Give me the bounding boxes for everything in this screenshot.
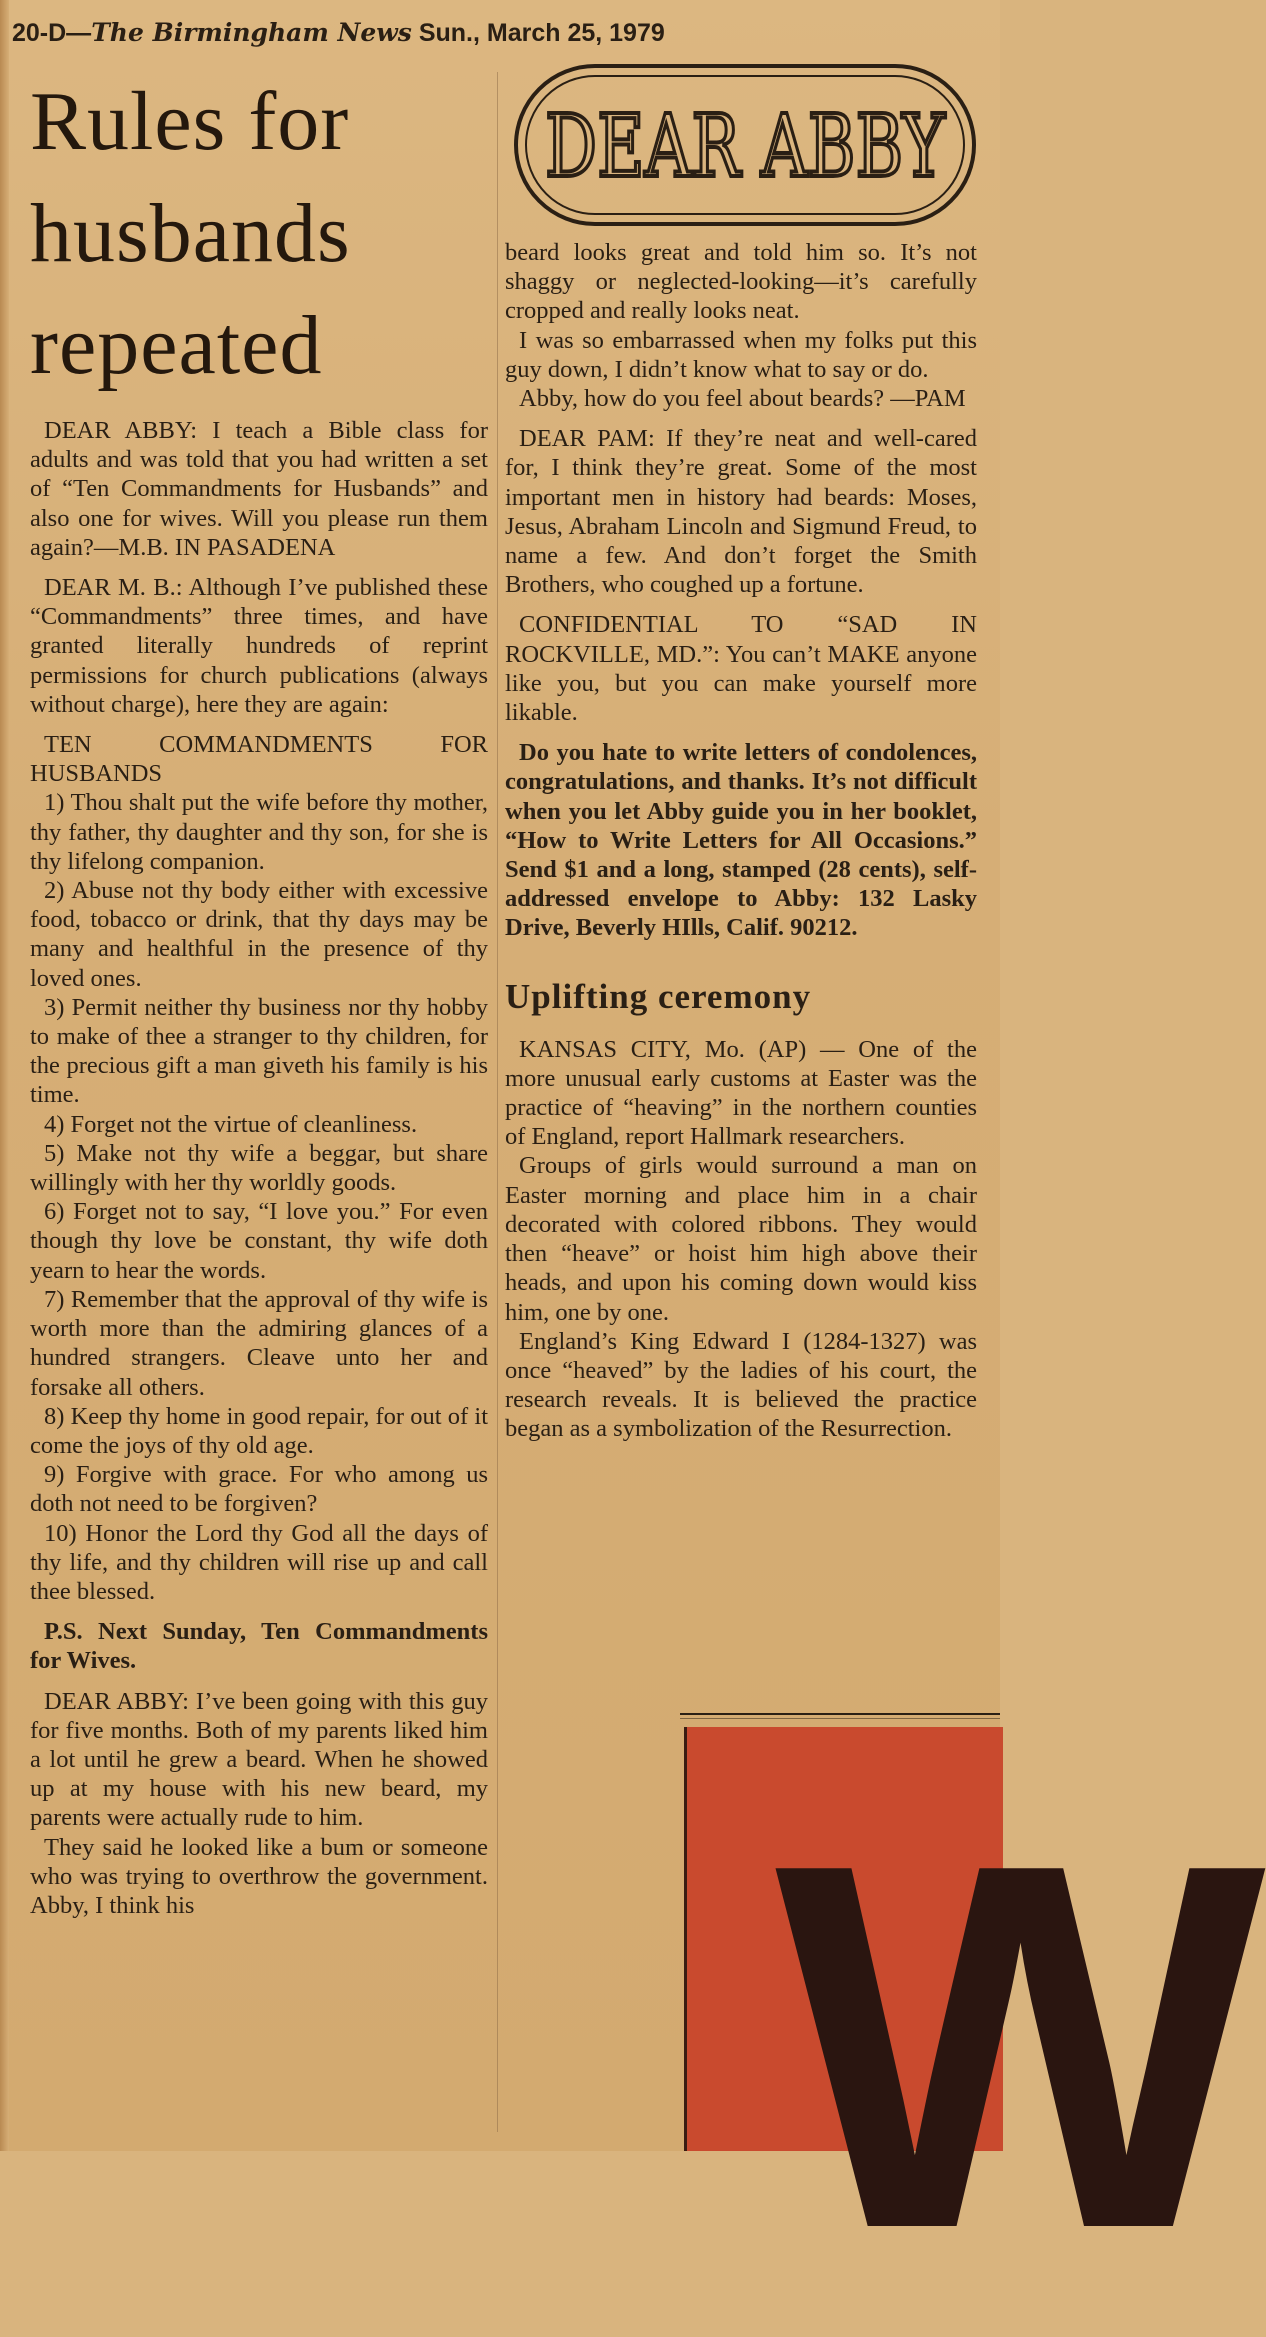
letter-paragraph-4: I was so embarrassed when my folks put this guy down, I didn’t know what to say or do. [505,326,977,383]
commandment-2: 2) Abuse not thy body either with excessive food, tobacco or drink, that thy days may be many and healthful in the presence of thy loved ones. [30,877,488,992]
commandment-10: 10) Honor the Lord thy God all the days of thy life, and thy children will rise up and call thee blessed. [30,1519,488,1605]
story-paragraph-1: KANSAS CITY, Mo. (AP) — One of the more unusual early customs at Easter was the practice of “heaving” in the northern counties of England, report Hallmark researchers. [505,1035,977,1151]
headline-line-1: Rules for [30,75,350,168]
commandment-1: 1) Thou shalt put the wife before thy mother, thy father, thy daughter and thy son, for she is thy lifelong companion. [30,789,488,875]
commandment-6: 6) Forget not to say, “I love you.” For even though thy love be constant, thy wife doth yearn to hear the words. [30,1198,488,1284]
ad-letter: W [775,1756,1266,2337]
left-column [30,60,488,1920]
reply-paragraph: DEAR M. B.: Although I’ve published these “Commandments” three times, and have granted literally hundreds of reprint permissions for church publications (always without charge), here they are again: [30,574,488,718]
commandment-7: 7) Remember that the approval of thy wife is worth more than the admiring glances of a hundred strangers. Cleave unto her and forsake all others. [30,1285,488,1401]
column-rule [497,72,498,2132]
booklet-offer: Do you hate to write letters of condolences, congratulations, and thanks. It’s not difficult when you let Abby guide you in her booklet, “How to Write Letters for All Occasions.” Send $1 and a long, stamped (28 cents), self-addressed envelope to Abby: 132 Lasky Drive, Beverly HIlls, Calif. 90212. [505,739,977,942]
commandment-9: 9) Forgive with grace. For who among us doth not need to be forgiven? [30,1461,488,1518]
page-edge [0,0,9,2151]
dear-abby-logo [510,58,980,232]
dear-abby-logo-text: DEAR ABBY [545,97,946,197]
commandment-4: 4) Forget not the virtue of cleanliness. [44,1110,418,1138]
letter-continuation: beard looks great and told him so. It’s not shaggy or neglected-looking—it’s carefully cropped and really looks neat. [505,239,977,325]
letter-paragraph-2: DEAR ABBY: I’ve been going with this guy for five months. Both of my parents liked him a lot until he grew a beard. When he showed up at my house with his new beard, my parents were actually rude to him. [30,1687,488,1832]
story-paragraph-3: England’s King Edward I (1284-1327) was once “heaved” by the ladies of his court, the research reveals. It is believed the practice began as a symbolization of the Resurrection. [505,1327,977,1443]
ad-rule-thin [680,1718,1000,1719]
headline-line-2: husbands [30,187,351,280]
commandment-8: 8) Keep thy home in good repair, for out of it come the joys of thy old age. [30,1402,488,1459]
letter-paragraph-3: They said he looked like a bum or someone who was trying to overthrow the government. Abby, I think his [30,1833,488,1919]
commandment-5: 5) Make not thy wife a beggar, but share willingly with her thy worldly goods. [30,1139,488,1197]
commandments-heading: TEN COMMANDMENTS FOR HUSBANDS [30,731,488,788]
second-story-headline: Uplifting ceremony [505,976,812,1016]
letter-paragraph-5: Abby, how do you feel about beards? —PAM [519,385,966,413]
newspaper-name: The Birmingham News [91,18,412,47]
story-paragraph-2: Groups of girls would surround a man on Easter morning and place him in a chair decorated with colored ribbons. They would then “heave” or hoist him high above their heads, and upon his coming down would kiss him, one by one. [505,1152,977,1326]
masthead [12,18,752,60]
postscript: P.S. Next Sunday, Ten Commandments for Wives. [30,1618,488,1675]
letter-paragraph: DEAR ABBY: I teach a Bible class for adults and was told that you had written a set of “Ten Commandments for Husbands” and also one for wives. Will you please run them again?—M.B. IN PASADENA [30,417,488,561]
right-column [505,238,977,1444]
headline-line-3: repeated [30,299,323,392]
headline [30,66,488,402]
commandment-3: 3) Permit neither thy business nor thy hobby to make of thee a stranger to thy children, for the precious gift a man giveth his family is his time. [30,993,488,1109]
ad-rule [680,1713,1000,1715]
section-number: 20-D— [12,19,92,47]
advertisement [684,1727,1266,2337]
reply-paragraph-2: DEAR PAM: If they’re neat and well-cared for, I think they’re great. Some of the most important men in history had beards: Moses, Jesus, Abraham Lincoln and Sigmund Freud, to name a few. And don’t forget the Smith Brothers, who coughed up a fortune. [505,425,977,599]
issue-date: Sun., March 25, 1979 [411,19,665,47]
confidential-note: CONFIDENTIAL TO “SAD IN ROCKVILLE, MD.”: You can’t MAKE anyone like you, but you can make yourself more likable. [505,611,977,727]
